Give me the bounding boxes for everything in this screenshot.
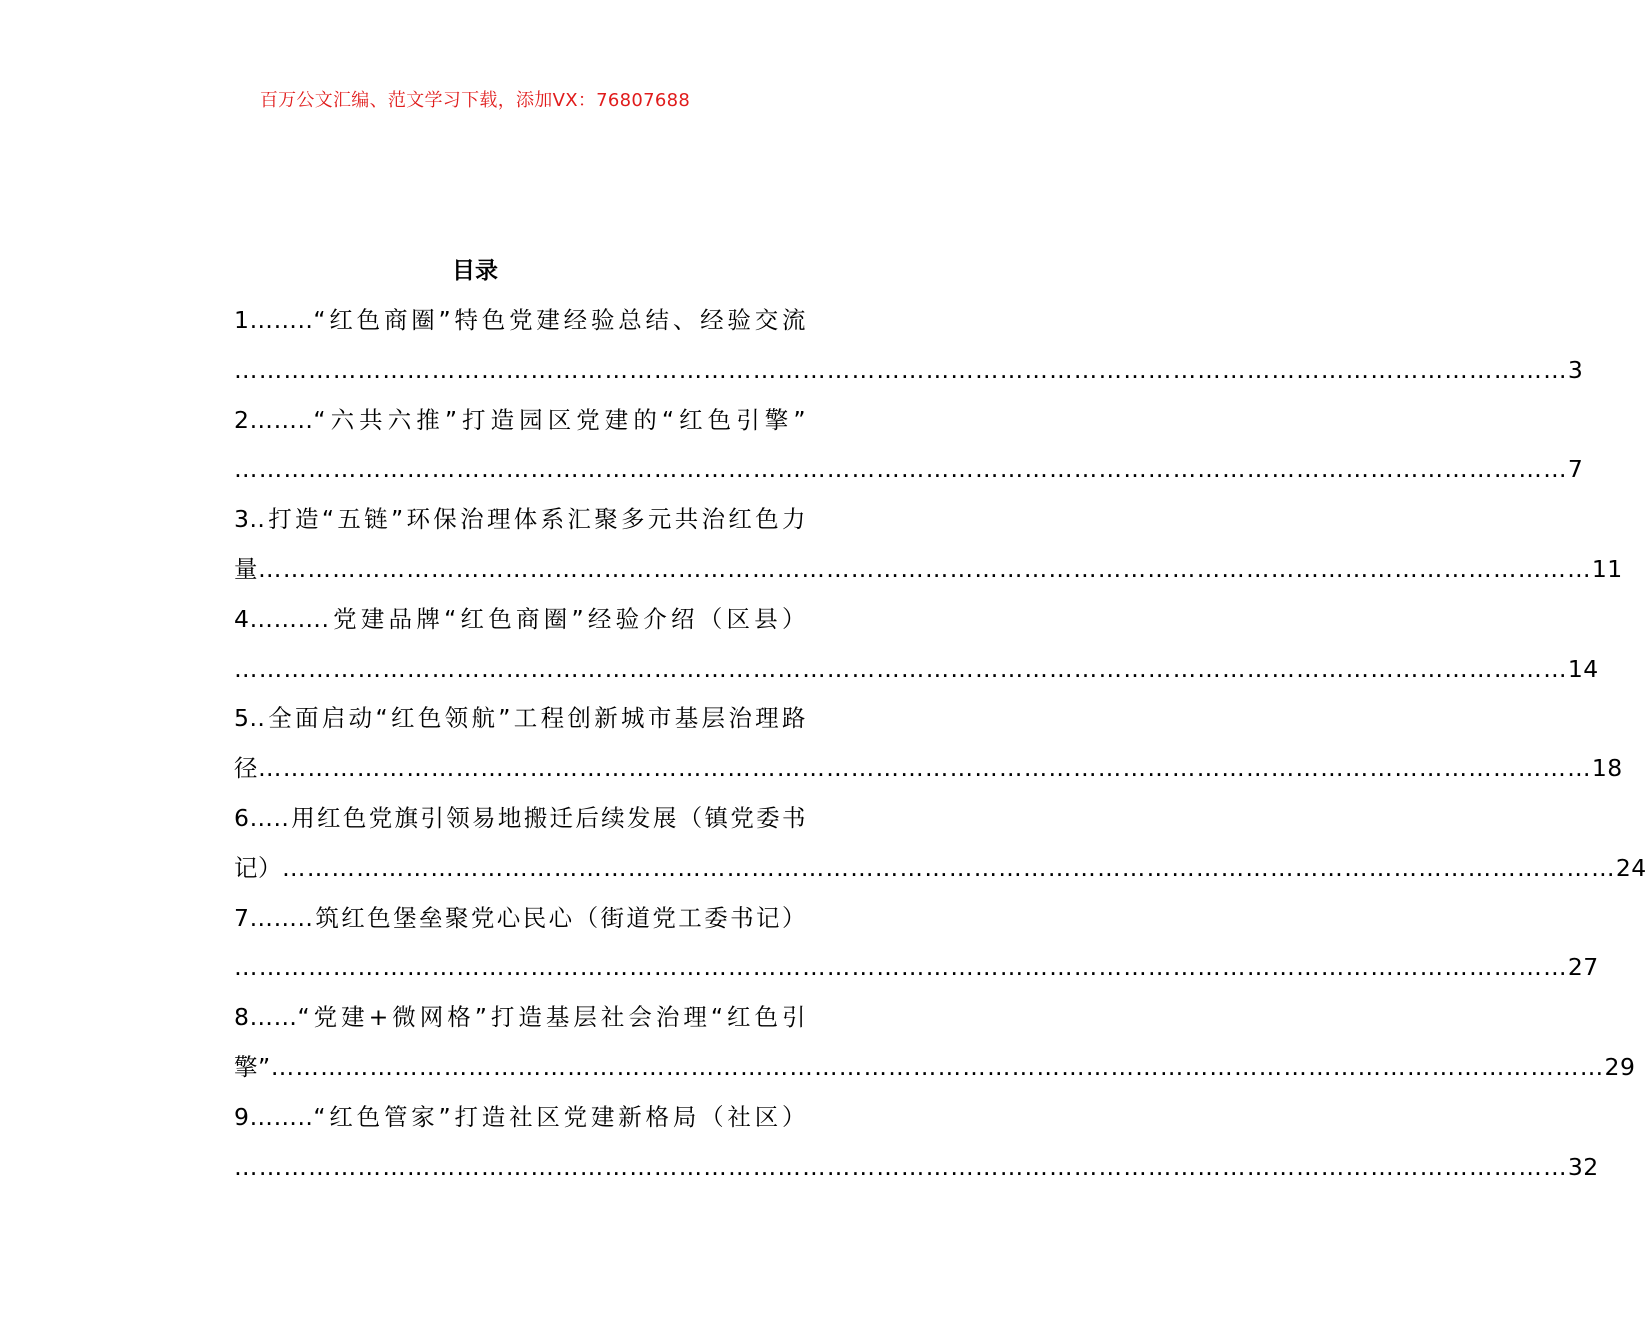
toc-page-number: 3	[1567, 355, 1584, 384]
toc-entry-title-cont: 径	[234, 754, 258, 783]
table-of-contents	[234, 296, 1647, 1192]
toc-entry-7[interactable]	[234, 894, 1599, 994]
toc-page-number: 14	[1567, 654, 1599, 683]
toc-entry-title: 6…..用红色党旗引领易地搬迁后续发展（镇党委书	[234, 803, 806, 832]
toc-entry-1[interactable]	[234, 296, 1584, 396]
toc-entry-8[interactable]	[234, 993, 1636, 1093]
toc-page-number: 29	[1604, 1052, 1636, 1081]
toc-entry-title: 3..打造“五链”环保治理体系汇聚多元共治红色力	[234, 505, 806, 534]
watermark-header: 百万公文汇编、范文学习下载，添加VX：76807688	[259, 90, 691, 111]
toc-leader-dots: ………………………………………………………………………………………………………………………………………………	[282, 853, 1616, 882]
toc-entry-2[interactable]	[234, 396, 1584, 496]
toc-leader-dots: ………………………………………………………………………………………………………………………………………………	[234, 1152, 1568, 1181]
toc-leader-dots: ………………………………………………………………………………………………………………………………………………	[258, 754, 1592, 783]
toc-page-number: 18	[1591, 754, 1623, 783]
toc-entry-6[interactable]	[234, 794, 1647, 894]
toc-entry-title: 5..全面启动“红色领航”工程创新城市基层治理路	[234, 704, 806, 733]
toc-entry-title: 2……..“六共六推”打造园区党建的“红色引擎”	[234, 405, 806, 434]
toc-entry-3[interactable]	[234, 495, 1623, 595]
toc-entry-9[interactable]	[234, 1093, 1599, 1193]
toc-entry-title: 8……“党建+微网格”打造基层社会治理“红色引	[234, 1003, 806, 1032]
toc-leader-dots: ………………………………………………………………………………………………………………………………………………	[270, 1052, 1605, 1081]
toc-page-number: 24	[1615, 853, 1647, 882]
page-title: 目录	[452, 258, 498, 284]
toc-entry-title-cont: 量	[234, 554, 258, 583]
toc-entry-title-cont: 擎”	[234, 1052, 271, 1081]
toc-leader-dots: ………………………………………………………………………………………………………………………………………………	[234, 953, 1568, 982]
toc-entry-title: 1……..“红色商圈”特色党建经验总结、经验交流	[234, 306, 806, 334]
toc-leader-dots: ………………………………………………………………………………………………………………………………………………	[234, 654, 1568, 683]
toc-entry-title: 7……..筑红色堡垒聚党心民心（街道党工委书记）	[234, 903, 806, 932]
toc-page-number: 32	[1567, 1152, 1599, 1181]
toc-page-number: 7	[1567, 455, 1584, 484]
toc-leader-dots: ………………………………………………………………………………………………………………………………………………	[234, 455, 1568, 484]
toc-page-number: 27	[1567, 953, 1599, 982]
toc-leader-dots: ………………………………………………………………………………………………………………………………………………	[234, 355, 1568, 384]
toc-entry-5[interactable]	[234, 694, 1623, 794]
toc-entry-title: 9……..“红色管家”打造社区党建新格局（社区）	[234, 1102, 806, 1131]
toc-entry-title-cont: 记）	[234, 853, 282, 882]
toc-entry-title: 4……….党建品牌“红色商圈”经验介绍（区县）	[234, 604, 806, 633]
toc-leader-dots: ………………………………………………………………………………………………………………………………………………	[258, 554, 1592, 583]
toc-entry-4[interactable]	[234, 595, 1599, 695]
toc-page-number: 11	[1591, 554, 1623, 583]
